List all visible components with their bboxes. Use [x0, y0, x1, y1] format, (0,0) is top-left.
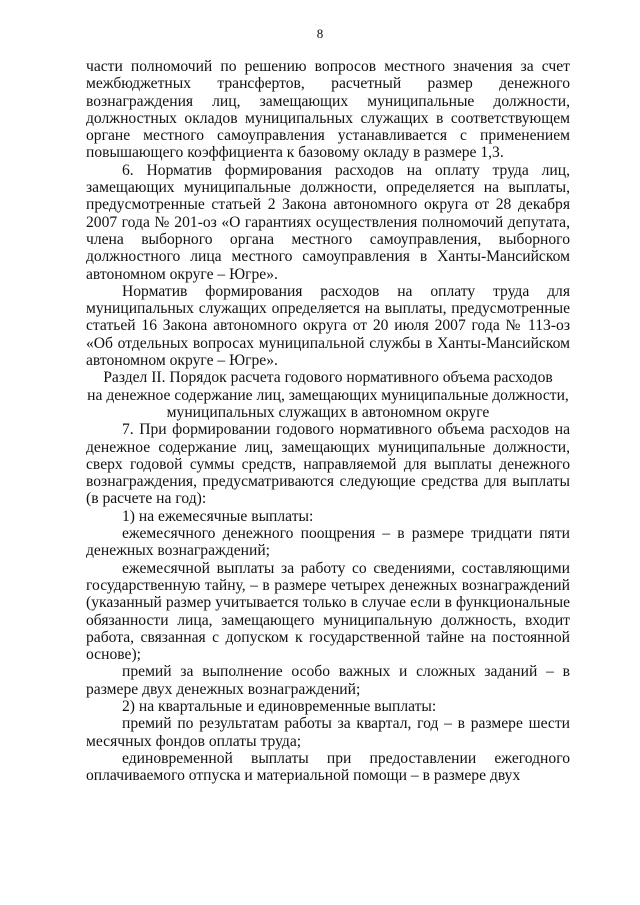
paragraph-6-second: Норматив формирования расходов на оплату труда для муниципальных служащих определяется на выплаты, предусмотренные статьей 16 Закона автономного округа от 20 июля 2007 года № 113-оз «Об отдельных вопросах муниципальной службы в Ханты-Мансийском автономном округе – Югре».	[86, 282, 570, 370]
paragraph-continuation: части полномочий по решению вопросов местного значения за счет межбюджетных трансфертов, расчетный размер денежного вознаграждения лиц, замещающих муниципальные должности, должностных окладов муниципальных служащих в соответствующем органе местного самоуправления устанавливается с применением повышающего коэффициента к базовому окладу в размере 1,3.	[86, 58, 570, 162]
paragraph-7-item-2: 2) на квартальные и единовременные выплаты:	[122, 697, 437, 715]
paragraph-6: 6. Норматив формирования расходов на оплату труда лиц, замещающих муниципальные должности, определяется на выплаты, предусмотренные статьей 2 Закона автономного округа от 28 декабря 2007 года № 201-оз «О гарантиях осуществления полномочий депутата, члена выборного органа местного самоуправления, выборного должностного лица местного самоуправления в Ханты-Мансийском автономном округе – Югре».	[86, 161, 570, 283]
section-heading-line2: на денежное содержание лиц, замещающих муниципальные должности,	[87, 386, 569, 404]
paragraph-7-item-1b: ежемесячной выплаты за работу со сведениями, составляющими государственную тайну, – в размере четырех денежных вознаграждений (указанный размер учитывается только в случае если в функциональные обязанности лица, замещающего муниципальную должность, входит работа, связанная с допуском к государственной тайне на постоянной основе);	[86, 559, 570, 664]
paragraph-7: 7. При формировании годового нормативного объема расходов на денежное содержание лиц, замещающих муниципальные должности, сверх годовой суммы средств, направляемой для выплаты денежного вознаграждения, предусматриваются следующие средства для выплаты (в расчете на год):	[86, 421, 570, 508]
paragraph-7-item-1: 1) на ежемесячные выплаты:	[122, 507, 314, 525]
document-body	[86, 58, 570, 784]
section-heading	[86, 369, 570, 421]
page-number: 8	[316, 26, 324, 41]
paragraph-7-item-1c: премий за выполнение особо важных и сложных заданий – в размере двух денежных вознаграждений;	[86, 663, 570, 698]
paragraph-7-item-2a: премий по результатам работы за квартал, год – в размере шести месячных фондов оплаты труда;	[86, 715, 570, 750]
paragraph-7-item-1a: ежемесячного денежного поощрения – в размере тридцати пяти денежных вознаграждений;	[86, 525, 570, 560]
section-heading-line3: муниципальных служащих в автономном округе	[166, 403, 490, 421]
paragraph-7-item-2b: единовременной выплаты при предоставлении ежегодного оплачиваемого отпуска и материальной помощи – в размере двух	[86, 749, 570, 785]
section-heading-line1: Раздел II. Порядок расчета годового нормативного объема расходов	[103, 369, 553, 387]
